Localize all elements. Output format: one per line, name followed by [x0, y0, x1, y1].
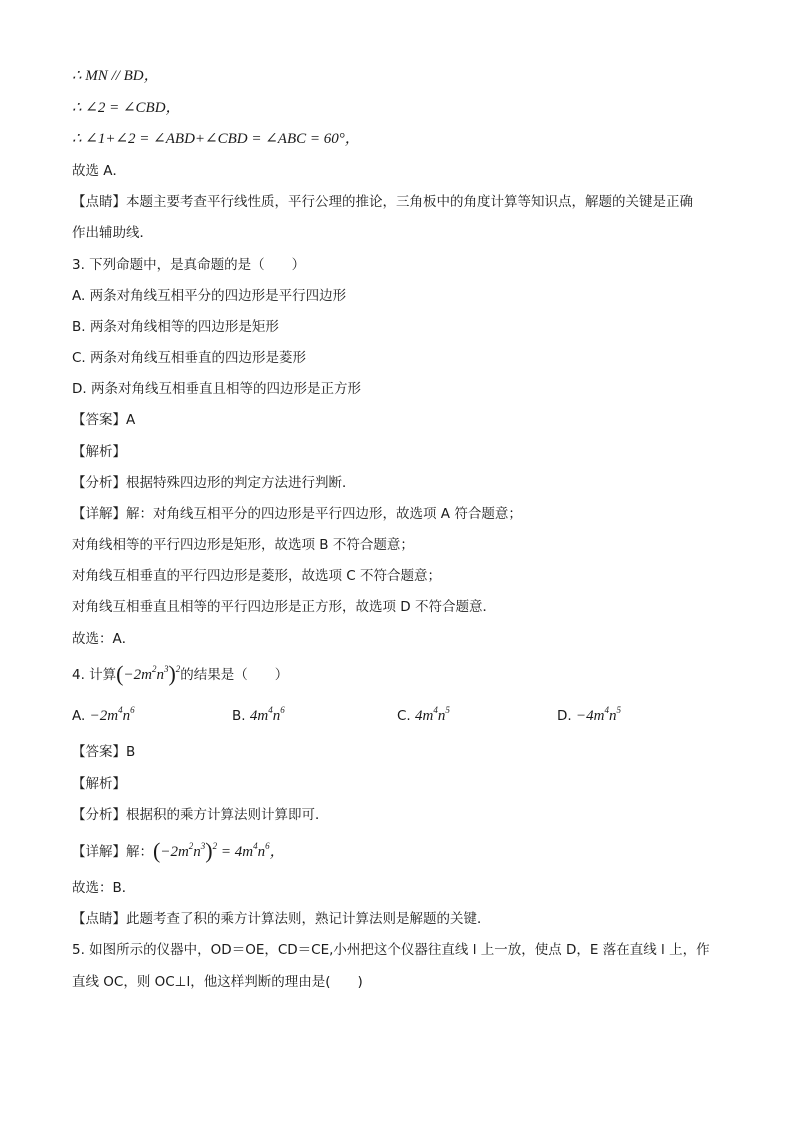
- q4-analysis: 【分析】根据积的乘方计算法则计算即可．: [72, 807, 329, 823]
- q4-stem: [72, 661, 289, 686]
- q4-detail-expr: $(-2m^2n^3)^2 = 4m^4n^6$，: [153, 838, 285, 863]
- proof-line-angle2: ∴ ∠2 = ∠CBD，: [72, 100, 181, 116]
- q3-analysis: 【分析】根据特殊四边形的判定方法进行判断．: [72, 475, 356, 491]
- q4-jiexi-heading: 【解析】: [72, 776, 126, 792]
- q4-stem-prefix: 4. 计算: [72, 667, 117, 683]
- q3-select: 故选：A．: [72, 631, 136, 647]
- q4-option-b-label: B.: [232, 708, 246, 724]
- proof-line-parallel: ∴ MN // BD，: [72, 68, 159, 84]
- proof-line-angle-sum: ∴ ∠1+∠2 = ∠ABD+∠CBD = ∠ABC = 60°，: [72, 131, 360, 147]
- q4-option-d: [557, 706, 621, 726]
- q2-select-line: 故选 A．: [72, 163, 127, 179]
- q4-option-d-label: D.: [557, 708, 572, 724]
- q4-option-b: [232, 706, 285, 726]
- q2-dianjing-line-2: 作出辅助线．: [72, 225, 153, 241]
- q4-option-a-expr: $-2m^4n^6$: [89, 705, 135, 724]
- q4-option-a-label: A.: [72, 708, 86, 724]
- q4-option-c-expr: $4m^4n^5$: [415, 705, 450, 724]
- q2-dianjing-line-1: 【点睛】本题主要考查平行线性质，平行公理的推论，三角板中的角度计算等知识点，解题的关键是正确: [72, 194, 693, 210]
- q4-answer: 【答案】B: [72, 744, 136, 760]
- q5-stem-line-1: 5. 如图所示的仪器中，OD＝OE，CD＝CE,小州把这个仪器往直线 l 上一放，使点 D，E 落在直线 l 上，作: [72, 942, 710, 958]
- q4-option-a: [72, 706, 135, 726]
- q4-option-c: [397, 706, 450, 726]
- q4-detail: [72, 838, 285, 863]
- q3-detail-3: 对角线互相垂直的平行四边形是菱形，故选项 C 不符合题意；: [72, 568, 442, 584]
- q4-option-c-label: C.: [397, 708, 411, 724]
- q3-detail-4: 对角线互相垂直且相等的平行四边形是正方形，故选项 D 不符合题意．: [72, 599, 496, 615]
- q4-option-b-expr: $4m^4n^6$: [249, 705, 285, 724]
- q4-select: 故选：B．: [72, 880, 136, 896]
- q3-option-b: B. 两条对角线相等的四边形是矩形: [72, 319, 279, 335]
- q5-stem-line-2: 直线 OC，则 OC⊥l，他这样判断的理由是( ): [72, 974, 363, 990]
- q3-option-a: A. 两条对角线互相平分的四边形是平行四边形: [72, 288, 347, 304]
- q4-detail-prefix: 【详解】解：: [72, 844, 153, 860]
- q3-detail-1: 【详解】解：对角线互相平分的四边形是平行四边形，故选项 A 符合题意；: [72, 506, 522, 522]
- q3-answer: 【答案】A: [72, 412, 136, 428]
- q3-stem: 3. 下列命题中，是真命题的是（ ）: [72, 257, 306, 273]
- q4-option-d-expr: $-4m^4n^5$: [575, 705, 621, 724]
- q4-stem-suffix: 的结果是（ ）: [180, 667, 289, 683]
- q4-expression: $(-2m^2n^3)^2$: [116, 661, 181, 686]
- q4-dianjing: 【点睛】此题考查了积的乘方计算法则，熟记计算法则是解题的关键．: [72, 911, 491, 927]
- q3-detail-2: 对角线相等的平行四边形是矩形，故选项 B 不符合题意；: [72, 537, 414, 553]
- q3-option-d: D. 两条对角线互相垂直且相等的四边形是正方形: [72, 381, 361, 397]
- q3-jiexi-heading: 【解析】: [72, 444, 126, 460]
- q3-option-c: C. 两条对角线互相垂直的四边形是菱形: [72, 350, 307, 366]
